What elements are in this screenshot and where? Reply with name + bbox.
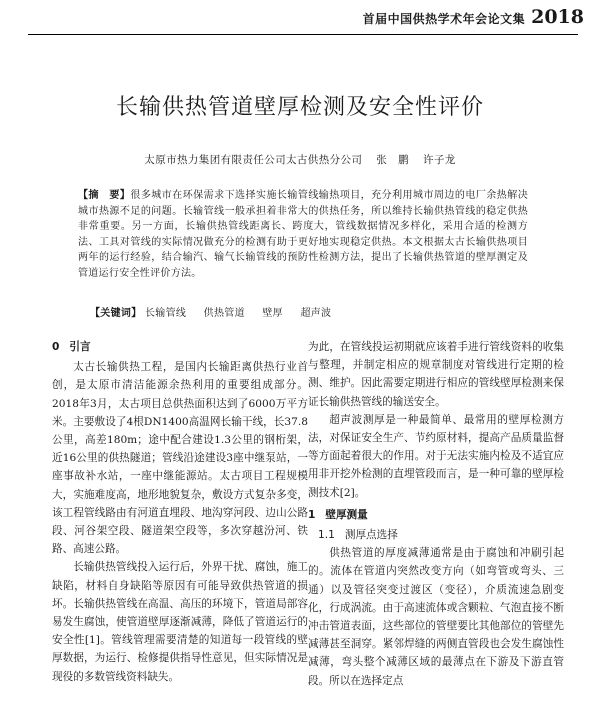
keyword: 壁厚 xyxy=(262,308,283,319)
running-header xyxy=(24,6,584,28)
body-paragraph: 供热管道的厚度减薄通常是由于腐蚀和冲刷引起的。流体在管道内突然改变方向（如弯管或弯头、三通）以及管径突变过渡区（变径），介质流速急剧变化，行成涡流。由于高速流体或含颗粒、气泡直接不断冲击管道表面，这些部位的管壁要比其他部位的管壁先减薄甚至洞穿。紧邻焊缝的两侧直管段也会发生腐蚀性减薄，弯头整个减薄区域的最薄点在下游及下游直管段。所以在选择定点 xyxy=(308,547,564,687)
keyword: 超声波 xyxy=(300,308,332,319)
conference-name: 首届中国供热学术年会论文集 xyxy=(362,12,526,26)
subsection-title: 测厚点选择 xyxy=(344,529,398,542)
body-paragraph: 超声波测厚是一种最简单、最常用的壁厚检测方法，对保证安全生产、节约原材料，提高产品质量监督等方面起着很大的作用。对于无法实施内检及不适宜应用非开挖外检测的直埋管段而言，是一种可靠的壁厚检测技术[2]。 xyxy=(308,413,564,499)
keywords-label: 【关键词】 xyxy=(90,308,142,319)
abstract-label: 【摘 要】 xyxy=(78,190,131,201)
abstract-text: 很多城市在环保需求下选择实施长输管线输热项目，充分利用城市周边的电厂余热解决城市热源不足的问题。长输管线一般承担着非常大的供热任务，所以维持长输供热管线的稳定供热非常重要。另一方面，长输供热管线距离长、跨度大，管线数据情况多样化，采用合适的检测方法、工具对管线的实际情况做充分的检测有助于更好地实现稳定供热。本文根据太古长输供热项目两年的运行经验，结合输汽、输气长输管线的预防性检测方法，提出了长输供热管道的壁厚测定及管道运行安全性评价方法。 xyxy=(78,190,529,279)
section-heading-thickness xyxy=(308,506,564,524)
paper-title: 长输供热管道壁厚检测及安全性评价 xyxy=(115,95,484,120)
conference-year: 2018 xyxy=(531,6,584,28)
subsection-number: 1.1 xyxy=(318,529,335,542)
right-column xyxy=(308,338,564,690)
author-line xyxy=(0,152,600,167)
body-paragraph: 长输供热管线投入运行后，外界干扰、腐蚀，施工缺陷，材料自身缺陷等原因有可能导致供热管道的损坏。长输供热管线在高温、高压的环境下，管道局部容易发生腐蚀，使管道壁厚逐渐减薄，降低了管道运行的安全性[1]。管线管理需要清楚的知道每一段管线的壁厚数据，为运行、检修提供指导性意见，但实际情况是现役的多数管线资料缺失。 xyxy=(52,561,308,683)
affiliation: 太原市热力集团有限责任公司太古供热分公司 xyxy=(144,154,363,166)
section-number: 0 xyxy=(52,341,60,353)
body-paragraph: 为此，在管线投运初期就应该着手进行管线资料的收集与整理，并制定相应的规章制度对管线进行定期的检测、维护。因此需要定期进行相应的管线壁厚检测来保证长输供热管线的输送安全。 xyxy=(308,341,564,408)
section-number: 1 xyxy=(308,508,316,521)
keyword: 长输管线 xyxy=(144,308,187,319)
left-column xyxy=(52,338,308,686)
keywords xyxy=(90,304,530,319)
header-rule xyxy=(28,34,578,35)
section-heading-introduction xyxy=(52,338,308,356)
section-title: 引言 xyxy=(69,341,91,353)
body-paragraph: 太古长输供热工程，是国内长输距离供热行业首创，是太原市清洁能源余热利用的重要组成部分。2018年3月，太古项目总供热面积达到了6000万平方米。主要敷设了4根DN1400高温网长输干线，长37.8公里，高差180m；途中配合建设1.3公里的钢桁架，近16公里的供热隧道；管线沿途建设3座中继泵站，一座事故补水站，一座中继能源站。太古项目工程规模大，实施难度高，地形地貌复杂，敷设方式复杂多变，该工程管线路由有河道直埋段、地沟穿河段、边山公路段、河谷架空段、隧道架空段等，多次穿越汾河、铁路、高速公路。 xyxy=(52,361,308,556)
author-name: 张 鹏 xyxy=(376,154,409,166)
author-name: 许子龙 xyxy=(423,154,456,166)
subsection-heading xyxy=(308,526,564,544)
keyword: 供热管道 xyxy=(203,308,245,319)
abstract xyxy=(78,188,528,281)
section-title: 壁厚测量 xyxy=(325,508,368,521)
